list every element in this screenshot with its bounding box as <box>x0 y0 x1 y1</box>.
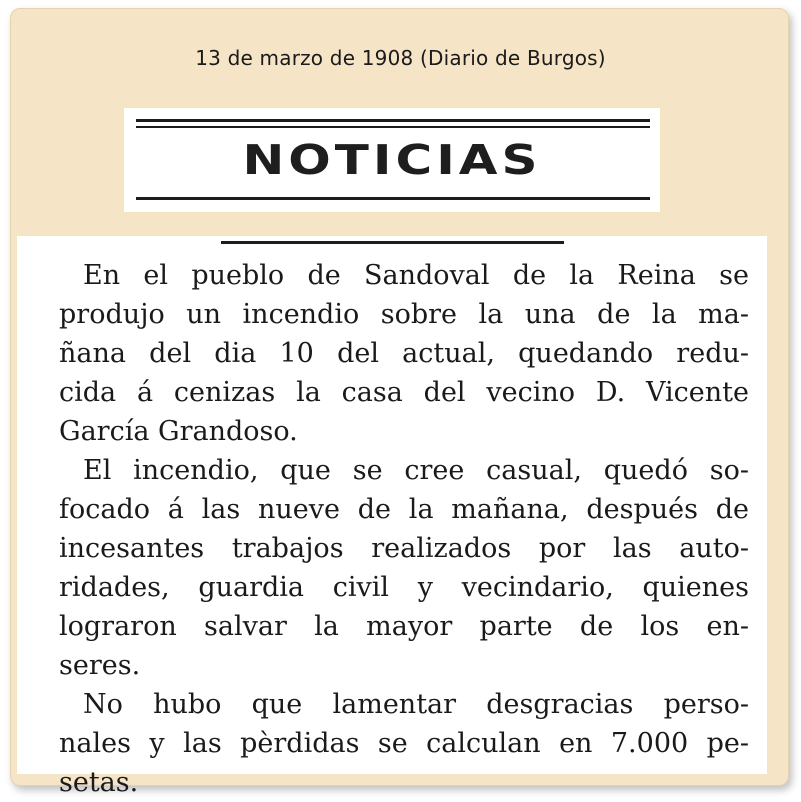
newspaper-article-clipping <box>17 236 767 798</box>
article-line: ñana del dia 10 del actual, quedando redu- <box>59 338 749 369</box>
article-line: ridades, guardia civil y vecindario, quienes <box>59 572 749 603</box>
article-line: El incendio, que se cree casual, quedó so- <box>83 455 749 486</box>
article-line: produjo un incendio sobre la una de la ma- <box>59 299 749 330</box>
article-line: incesantes trabajos realizados por las auto- <box>59 533 749 564</box>
article-line: No hubo que lamentar desgracias perso- <box>83 689 749 720</box>
article-line: lograron salvar la mayor parte de los en- <box>59 611 749 642</box>
article-top-rule <box>221 241 564 244</box>
article-line: setas. <box>59 767 139 798</box>
article-line: García Grandoso. <box>59 416 298 447</box>
article-line: nales y las pèrdidas se calculan en 7.000 pe- <box>59 728 749 759</box>
header-top-rule-2 <box>136 126 650 128</box>
article-line: En el pueblo de Sandoval de la Reina se <box>83 260 749 291</box>
article-line: cida á cenizas la casa del vecino D. Vicente <box>59 377 749 408</box>
article-text <box>59 256 749 802</box>
article-line: seres. <box>59 650 141 681</box>
newspaper-header-clipping <box>124 108 660 212</box>
caption: 13 de marzo de 1908 (Diario de Burgos) <box>195 46 606 70</box>
header-title: NOTICIAS <box>242 136 542 184</box>
article-line: focado á las nueve de la mañana, después de <box>59 494 749 525</box>
header-bottom-rule <box>136 197 650 200</box>
header-top-rule <box>136 119 650 122</box>
